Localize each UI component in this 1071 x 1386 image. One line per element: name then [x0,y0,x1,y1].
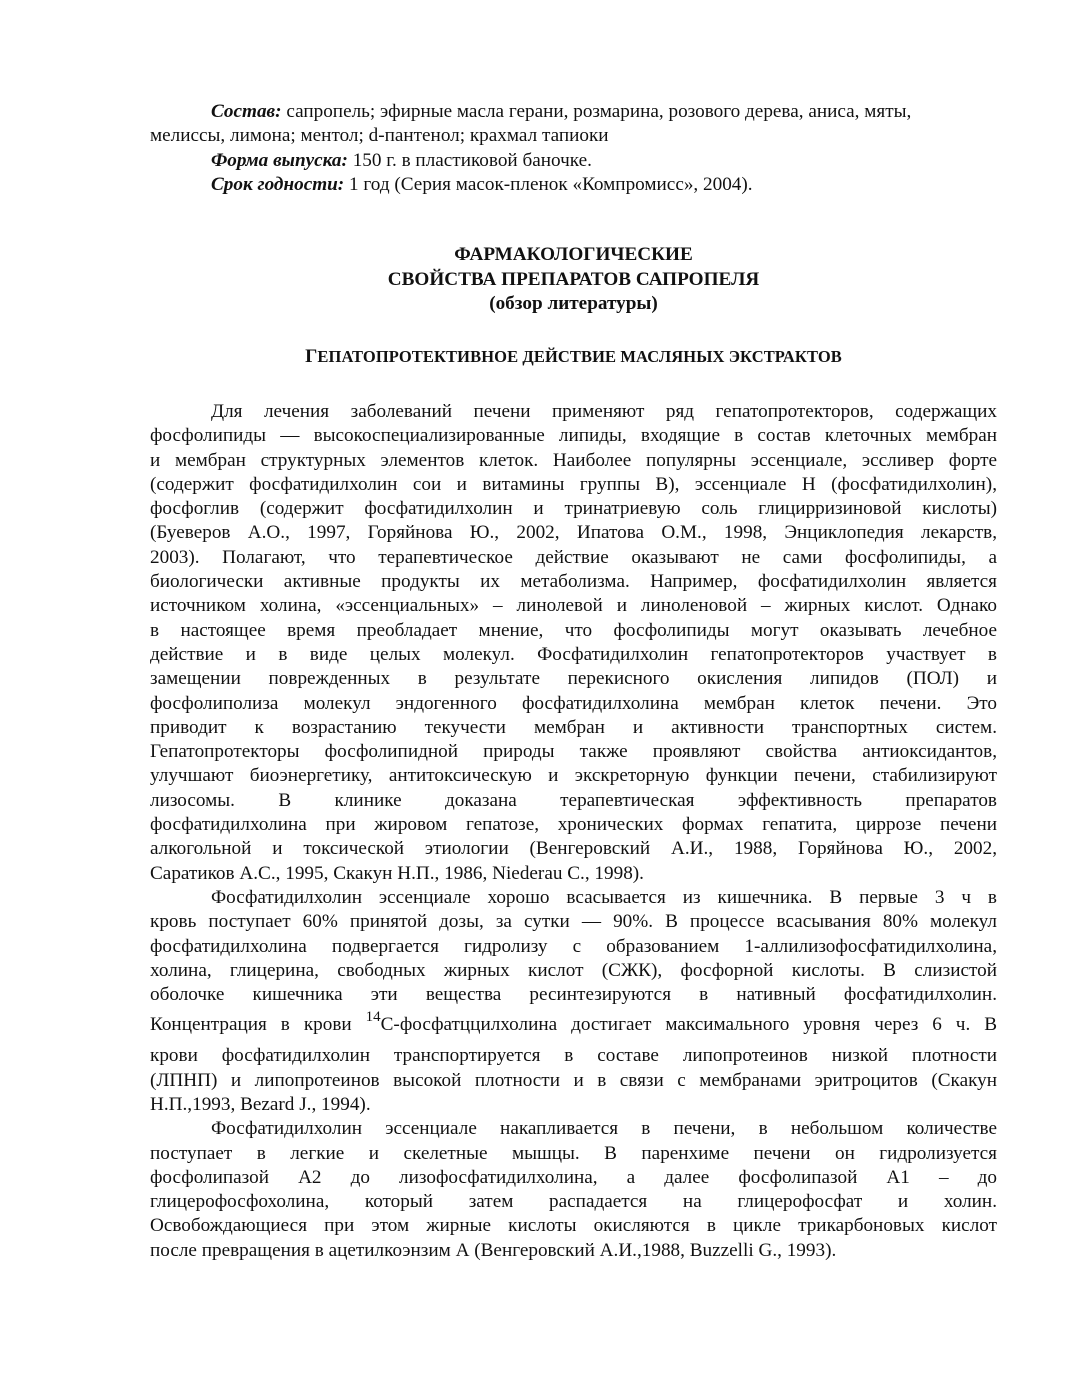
paragraph-1 [150,400,997,886]
section-heading [150,345,997,369]
product-info [150,100,997,197]
concentration-prefix: Концентрация в крови [150,1014,366,1036]
paragraph-2 [150,886,997,1117]
paragraph-line: биологически активные продукты их метаболизма. Например, фосфатидилхолин является [150,571,997,593]
composition-line-2: мелиссы, лимона; ментол; d-пантенол; крахмал тапиоки [150,125,609,147]
title-line-3: (обзор литературы) [489,293,658,315]
form-label: Форма выпуска: [211,149,348,171]
paragraph-line: фосфолипазой А2 до лизофосфатидилхолина, а далее фосфолипазой А1 – до [150,1166,997,1188]
composition-text: сапропель; эфирные масла герани, розмарина, розового дерева, аниса, мяты, [281,101,912,122]
paragraph-3 [150,1117,997,1263]
document-page [150,100,997,1263]
paragraph-line: глицерофосфохолина, который затем распадается на глицерофосфат и холин. [150,1191,997,1213]
title-line-1: ФАРМАКОЛОГИЧЕСКИЕ [454,244,693,266]
paragraph-line: Освобождающиеся при этом жирные кислоты окисляются в цикле трикарбоновых кислот [150,1215,997,1237]
paragraph-line: источником холина, «эссенциальных» – линолевой и линоленовой – жирных кислот. Однако [150,595,997,617]
paragraph-line: замещении поврежденных в результате перекисного окисления липидов (ПОЛ) и [150,668,997,690]
paragraph-line: алкогольной и токсической этиологии (Венгеровский А.И., 1988, Горяйнова Ю., 2002, [150,838,997,860]
paragraph-line: фосфоглив (содержит фосфатидилхолин и тринатриевую соль глицирризиновой кислоты) [150,498,997,520]
paragraph-line: Для лечения заболеваний печени применяют ряд гепатопротекторов, содержащих [211,400,997,422]
paragraph-line: (Буеверов А.О., 1997, Горяйнова Ю., 2002, Ипатова О.М., 1998, Энциклопедия лекарств, [150,522,997,544]
paragraph-line: Н.П.,1993, Bezard J., 1994). [150,1094,371,1115]
paragraph-line: оболочке кишечника эти вещества ресинтезируются в нативный фосфатидилхолин. [150,984,997,1006]
paragraph-line: поступает в легкие и скелетные мышцы. В паренхиме печени он гидролизуется [150,1142,997,1164]
paragraph-line: холина, глицерина, свободных жирных кислот (СЖК), фосфорной кислоты. В слизистой [150,959,997,981]
paragraph-line: фосфолиполиза молекул эндогенного фосфатидилхолина мембран клеток печени. Это [150,692,997,714]
paragraph-line: приводит к возрастанию текучести мембран и активности транспортных систем. [150,716,997,738]
paragraph-line: Фосфатидилхолин эссенциале хорошо всасывается из кишечника. В первые 3 ч в [211,886,997,908]
form-line [150,149,997,173]
paragraph-line: (содержит фосфатидилхолин сои и витамины группы В), эссенциале Н (фосфатидилхолин), [150,473,997,495]
paragraph-line: в настоящее время преобладает мнение, что фосфолипиды могут оказывать лечебное [150,619,997,641]
paragraph-line: Фосфатидилхолин эссенциале накапливается в печени, в небольшом количестве [211,1118,997,1140]
composition-label: Состав: [211,101,282,122]
paragraph-line: и мембран структурных элементов клеток. Наиболее популярны эссенциале, эссливер форте [150,449,997,471]
paragraph-line: Саратиков А.С., 1995, Скакун Н.П., 1986, Niederau C., 1998). [150,862,644,884]
paragraph-line: кровь поступает 60% принятой дозы, за сутки — 90%. В процессе всасывания 80% молекул [150,911,997,933]
section-heading-rest: ЕПАТОПРОТЕКТИВНОЕ ДЕЙСТВИЕ МАСЛЯНЫХ ЭКСТРАКТОВ [317,346,842,366]
title-line-2: СВОЙСТВА ПРЕПАРАТОВ САПРОПЕЛЯ [387,268,760,290]
shelf-life-label: Срок годности: [211,173,345,195]
concentration-suffix: С-фосфатццилхолина достигает максимального уровня через 6 ч. В [380,1014,998,1036]
paragraph-line: улучшают биоэнергетику, антитоксическую и экскреторную функции печени, стабилизируют [150,765,997,787]
paragraph-line: фосфолипиды — высокоспециализированные липиды, входящие в состав клеточных мембран [150,425,997,447]
paragraph-line: (ЛПНП) и липопротеинов высокой плотности и в связи с мембранами эритроцитов (Скакун [150,1069,997,1091]
section-heading-initial: Г [305,345,318,367]
paragraph-line: крови фосфатидилхолин транспортируется в составе липопротеинов низкой плотности [150,1045,997,1067]
paragraph-line: фосфатидилхолина при жировом гепатозе, хронических формах гепатита, циррозе печени [150,814,997,836]
paragraph-line: лизосомы. В клинике доказана терапевтическая эффективность препаратов [150,789,997,811]
composition-line [150,100,997,124]
article-title [150,243,997,317]
shelf-life-line [150,173,997,197]
paragraph-line-superscript [150,1007,997,1044]
shelf-life-text: 1 год (Серия масок-пленок «Компромисс», 2004). [344,173,753,195]
paragraph-line: действие и в виде целых молекул. Фосфатидилхолин гепатопротекторов участвует в [150,643,997,665]
isotope-superscript: 14 [365,1009,381,1026]
form-text: 150 г. в пластиковой баночке. [347,149,592,171]
paragraph-line: 2003). Полагают, что терапевтическое действие оказывают не сами фосфолипиды, а [150,546,997,568]
paragraph-line: Гепатопротекторы фосфолипидной природы также проявляют свойства антиоксидантов, [150,741,997,763]
paragraph-line: фосфатидилхолина подвергается гидролизу с образованием 1-аллилизофосфатидилхолина, [150,935,997,957]
paragraph-line: после превращения в ацетилкоэнзим А (Венгеровский А.И.,1988, Buzzelli G., 1993). [150,1239,837,1261]
